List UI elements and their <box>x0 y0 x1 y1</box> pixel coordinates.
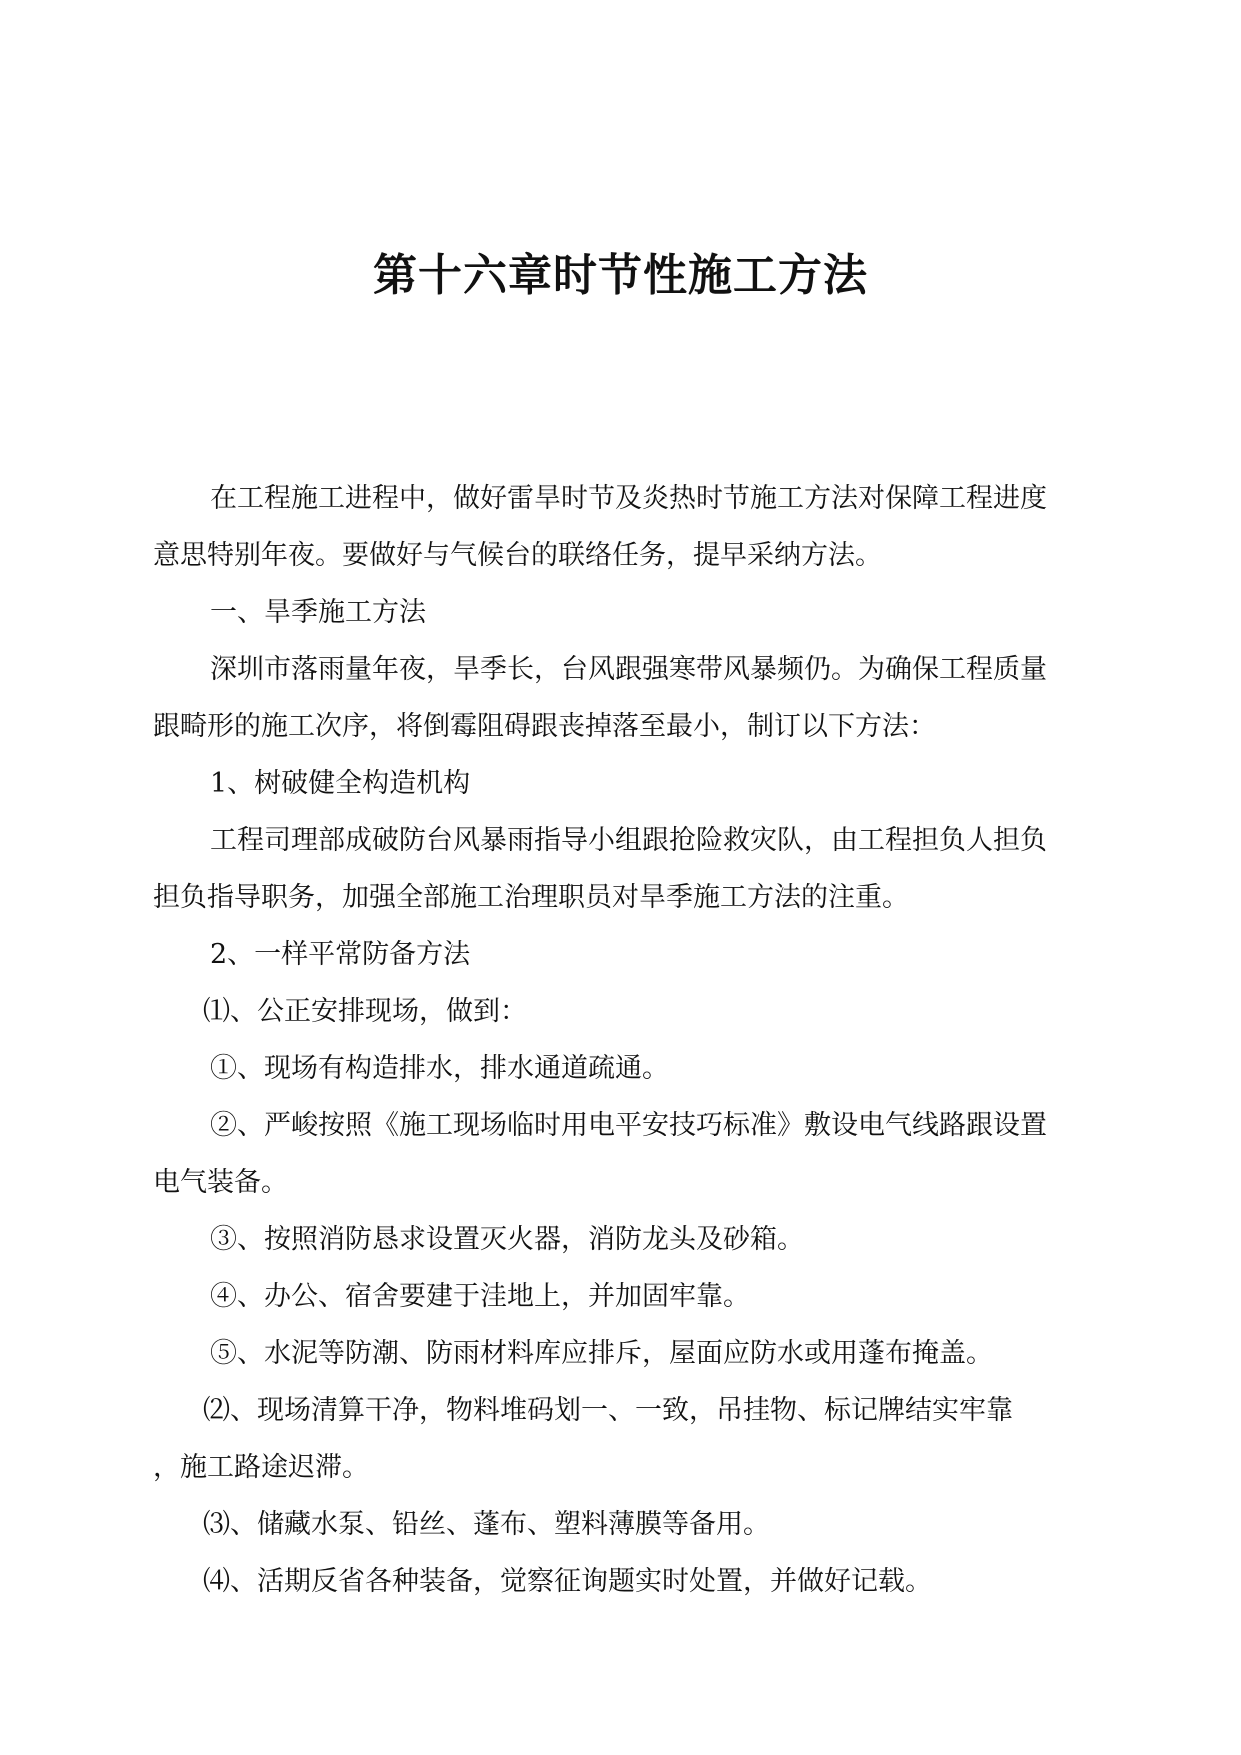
paragraph-line: 意思特别年夜。要做好与气候台的联络任务，提早采纳方法。 <box>153 540 882 571</box>
section-heading: 一、旱季施工方法 <box>210 597 426 628</box>
list-item: ④、办公、宿舍要建于洼地上，并加固牢靠。 <box>210 1281 750 1312</box>
list-item: ②、严峻按照《施工现场临时用电平安技巧标准》敷设电气线路跟设置 <box>210 1110 1047 1141</box>
list-item: ③、按照消防恳求设置灭火器，消防龙头及砂箱。 <box>210 1224 804 1255</box>
list-item-continuation: 电气装备。 <box>153 1167 288 1198</box>
chapter-title: 第十六章时节性施工方法 <box>373 250 868 301</box>
list-item: ⑷、活期反省各种装备，觉察征询题实时处置，并做好记载。 <box>203 1566 932 1597</box>
list-item: ⑶、储藏水泵、铅丝、蓬布、塑料薄膜等备用。 <box>203 1509 770 1540</box>
paragraph-line: 跟畸形的施工次序，将倒霉阻碍跟丧掉落至最小，制订以下方法： <box>153 711 936 742</box>
paragraph-line: 在工程施工进程中，做好雷旱时节及炎热时节施工方法对保障工程进度 <box>210 483 1047 514</box>
subsection-heading: 1、树破健全构造机构 <box>210 768 471 799</box>
subsection-heading: 2、一样平常防备方法 <box>210 939 471 970</box>
list-item-continuation: ，施工路途迟滞。 <box>153 1452 369 1483</box>
paragraph-line: 深圳市落雨量年夜，旱季长，台风跟强寒带风暴频仍。为确保工程质量 <box>210 654 1047 685</box>
list-item: ⑵、现场清算干净，物料堆码划一、一致，吊挂物、标记牌结实牢靠 <box>203 1395 1013 1426</box>
paragraph-line: 工程司理部成破防台风暴雨指导小组跟抢险救灾队，由工程担负人担负 <box>210 825 1047 856</box>
list-item: ⑤、水泥等防潮、防雨材料库应排斥，屋面应防水或用蓬布掩盖。 <box>210 1338 993 1369</box>
list-item: ⑴、公正安排现场，做到： <box>203 996 527 1027</box>
paragraph-line: 担负指导职务，加强全部施工治理职员对旱季施工方法的注重。 <box>153 882 909 913</box>
document-body <box>153 470 1105 1610</box>
list-item: ①、现场有构造排水，排水通道疏通。 <box>210 1053 669 1084</box>
